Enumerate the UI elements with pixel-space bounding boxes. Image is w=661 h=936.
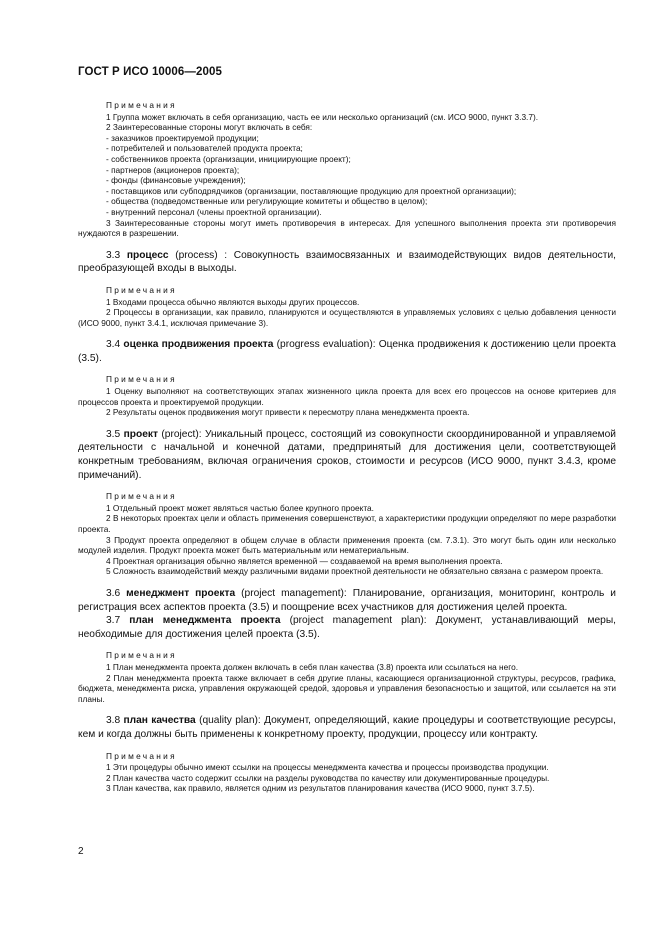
page-number: 2 xyxy=(78,846,84,857)
note-item: 1 Отдельный проект может являться частью более крупного проекта. xyxy=(106,502,374,513)
term-name: процесс xyxy=(126,249,169,261)
note-item: 4 Проектная организация обычно является временной — создаваемой на время выполнения проекта. xyxy=(106,555,503,566)
term-3-7 xyxy=(78,614,616,641)
list-item: - фонды (финансовые учреждения); xyxy=(106,175,246,186)
term-3-4 xyxy=(78,338,616,365)
term-definition: Уникальный процесс, состоящий из совокупности скоординированной и управляемой деятельности с начальной и конечной датами, предпринятый для достижения цели, соответствующей конкретным требованиям, включая ограничения сроков, стоимости и ресурсов (ИСО 9000, пункт 3.4.3, кроме примечаний). xyxy=(78,428,616,481)
term-number: 3.6 xyxy=(106,587,121,599)
note-item: 1 Группа может включать в себя организацию, часть ее или несколько организаций (см. ИСО 9000, пункт 3.3.7). xyxy=(106,111,539,122)
term-english: (progress evaluation): xyxy=(276,339,376,351)
notes-label: Примечания xyxy=(106,491,177,502)
term-name: план качества xyxy=(123,715,196,727)
term-number: 3.3 xyxy=(106,249,121,261)
term-name: проект xyxy=(123,428,158,440)
term-number: 3.7 xyxy=(106,615,121,627)
note-item: 2 Заинтересованные стороны могут включать в себя: xyxy=(106,122,313,133)
note-item: 1 Эти процедуры обычно имеют ссылки на процессы менеджмента качества и процессы производства продукции. xyxy=(106,762,549,773)
term-definition: Совокупность взаимосвязанных и взаимодействующих видов деятельности, преобразующей входы в выходы. xyxy=(78,249,616,275)
term-number: 3.8 xyxy=(106,715,121,727)
list-item: - заказчиков проектируемой продукции; xyxy=(106,132,259,143)
note-item: 5 Сложность взаимодействий между различными видами проектной деятельности не обязательно связана с размером проекта. xyxy=(106,566,604,577)
document-page xyxy=(78,66,616,794)
term-3-6 xyxy=(78,587,616,614)
list-item: - поставщиков или субподрядчиков (организации, поставляющие продукцию для проектной организации); xyxy=(106,185,517,196)
note-item: 2 Результаты оценок продвижения могут привести к пересмотру плана менеджмента проекта. xyxy=(106,407,470,418)
document-header: ГОСТ Р ИСО 10006—2005 xyxy=(78,66,223,78)
term-english: (quality plan): xyxy=(199,715,261,727)
note-item: 3 Заинтересованные стороны могут иметь противоречия в интересах. Для успешного выполнения проекта эти противоречия нуждаются в разрешении. xyxy=(78,217,616,239)
notes-label: Примечания xyxy=(106,750,177,761)
notes-label: Примечания xyxy=(106,374,177,385)
term-name: план менеджмента проекта xyxy=(129,615,281,627)
term-3-5 xyxy=(78,428,616,482)
note-item: 2 План менеджмента проекта также включает в себя другие планы, касающиеся организационной структуры, ресурсов, графика, бюджета, менеджмента риска, управления окружающей средой, здоровья и управления безопасностью и защитой, или ссылается на эти планы. xyxy=(78,672,616,704)
note-item: 2 План качества часто содержит ссылки на разделы руководства по качеству или документированные процедуры. xyxy=(106,772,550,783)
term-number: 3.5 xyxy=(106,428,121,440)
notes-block-1 xyxy=(78,100,616,239)
notes-block-3-7 xyxy=(78,650,616,704)
term-english: (project management plan): xyxy=(289,615,427,627)
term-definition: Планирование, организация, мониторинг, контроль и регистрация всех аспектов проекта (3.5) и поощрение всех участников для достижения целей проекта. xyxy=(78,587,616,613)
note-item: 2 В некоторых проектах цели и область применения совершенствуют, а характеристики продукции определяют по мере разработки проекта. xyxy=(78,513,616,534)
note-item: 1 Входами процесса обычно являются выходы других процессов. xyxy=(106,296,360,307)
note-item: 1 Оценку выполняют на соответствующих этапах жизненного цикла проекта для всех его процессов на основе критериев для процессов проекта и проектируемой продукции. xyxy=(78,386,616,407)
term-english: (project): xyxy=(161,428,202,440)
term-name: менеджмент проекта xyxy=(126,587,236,599)
notes-label: Примечания xyxy=(106,100,177,110)
notes-label: Примечания xyxy=(106,284,177,295)
term-3-3 xyxy=(78,249,616,276)
note-item: 3 План качества, как правило, является одним из результатов планирования качества (ИСО 9000, пункт 3.7.5). xyxy=(106,783,535,794)
term-english: (process) : xyxy=(175,249,228,261)
term-name: оценка продвижения проекта xyxy=(123,339,274,351)
notes-block-3-4 xyxy=(78,374,616,417)
notes-block-3-8 xyxy=(78,751,616,794)
list-item: - внутренний персонал (члены проектной организации). xyxy=(106,206,322,217)
term-definition: Документ, устанавливающий меры, необходимые для достижения целей проекта (3.5). xyxy=(78,615,616,640)
list-item: - партнеров (акционеров проекта); xyxy=(106,164,240,175)
list-item: - потребителей и пользователей продукта проекта; xyxy=(106,143,303,154)
note-item: 1 План менеджмента проекта должен включать в себя план качества (3.8) проекта или ссылаться на него. xyxy=(106,661,518,672)
term-number: 3.4 xyxy=(106,339,121,351)
notes-block-3-5 xyxy=(78,491,616,577)
list-item: - общества (подведомственные или регулирующие комитеты и общество в целом); xyxy=(106,196,428,207)
notes-label: Примечания xyxy=(106,650,177,661)
note-item: 3 Продукт проекта определяют в общем случае в области применения проекта (см. 7.3.1). Это могут быть один или несколько модулей изделия. Продукт проекта может быть материальным или нематериальным. xyxy=(78,534,616,556)
term-definition: Оценка продвижения к достижению цели проекта (3.5). xyxy=(78,339,616,364)
term-3-8 xyxy=(78,714,616,741)
notes-block-3-3 xyxy=(78,285,616,328)
list-item: - собственников проекта (организации, инициирующие проект); xyxy=(106,153,351,164)
term-english: (project management): xyxy=(241,587,347,599)
note-item: 2 Процессы в организации, как правило, планируются и осуществляются в управляемых условиях с целью добавления ценности (ИСО 9000, пункт 3.4.1, исключая примечание 3). xyxy=(78,307,616,328)
term-definition: Документ, определяющий, какие процедуры и соответствующие ресурсы, кем и когда должны быть применены к конкретному проекту, продукции, процессу или контракту. xyxy=(78,715,616,740)
